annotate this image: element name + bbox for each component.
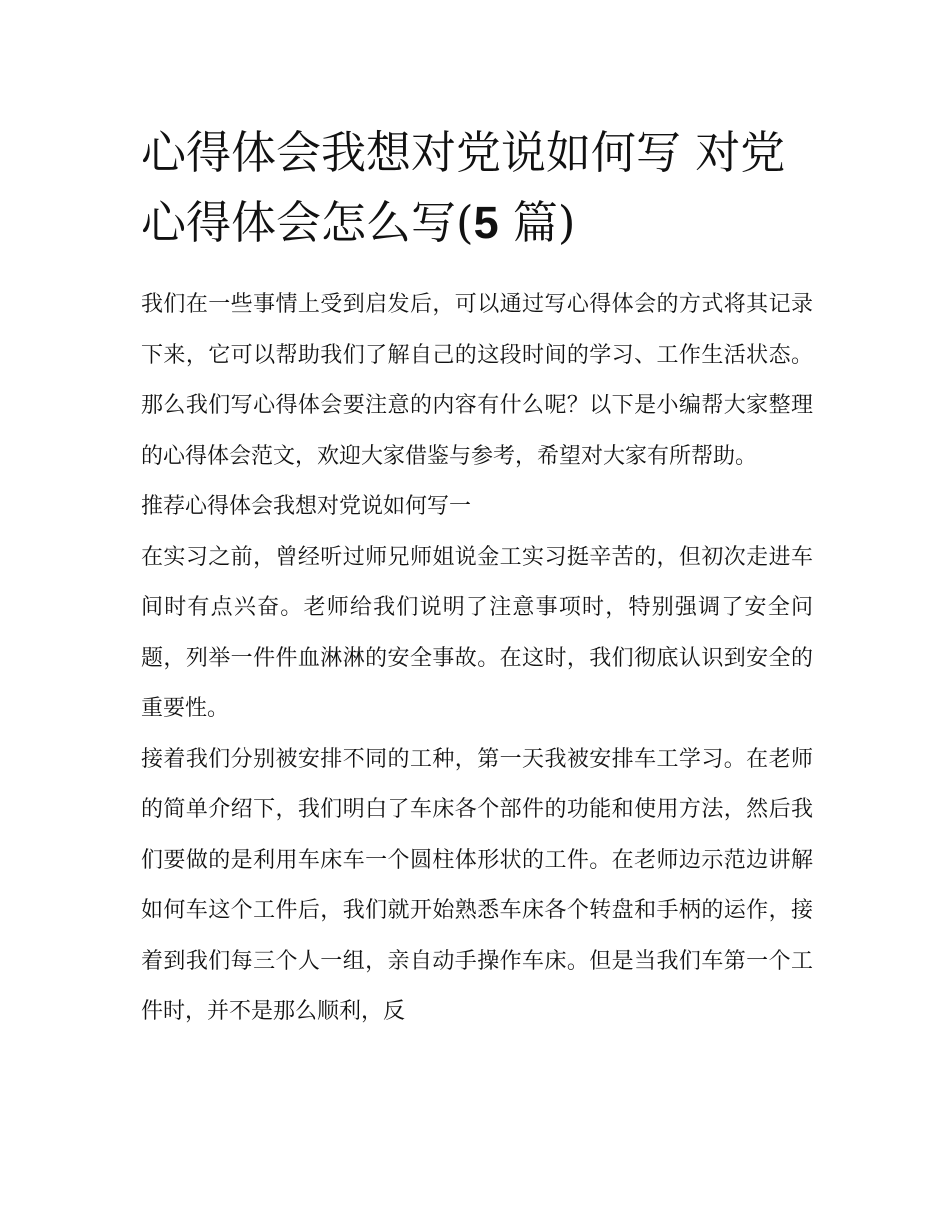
body-paragraph: 在实习之前，曾经听过师兄师姐说金工实习挺辛苦的，但初次走进车间时有点兴奋。老师给我们说明了注意事项时，特别强调了安全问题，列举一件件血淋淋的安全事故。在这时，我们彻底认识到安全的重要性。	[141, 544, 813, 721]
title-count: 5	[473, 197, 499, 248]
title-text-part3: 篇)	[498, 196, 576, 249]
body-paragraph: 接着我们分别被安排不同的工种，第一天我被安排车工学习。在老师的简单介绍下，我们明白了车床各个部件的功能和使用方法，然后我们要做的是利用车床车一个圆柱体形状的工件。在老师边示范边讲解如何车这个工件后，我们就开始熟悉车床各个转盘和手柄的运作，接着到我们每三个人一组，亲自动手操作车床。但是当我们车第一个工件时，并不是那么顺利，反	[141, 746, 813, 1024]
section-heading: 推荐心得体会我想对党说如何写一	[141, 494, 472, 519]
title-text-part1: 心得体会我想对党说如何写 对党心得体会怎么写(	[141, 126, 786, 249]
intro-paragraph: 我们在一些事情上受到启发后，可以通过写心得体会的方式将其记录下来，它可以帮助我们了解自己的这段时间的学习、工作生活状态。那么我们写心得体会要注意的内容有什么呢？以下是小编帮大家整理的心得体会范文，欢迎大家借鉴与参考，希望对大家有所帮助。	[141, 292, 813, 469]
document-title	[141, 118, 813, 258]
document-content	[141, 118, 813, 1038]
